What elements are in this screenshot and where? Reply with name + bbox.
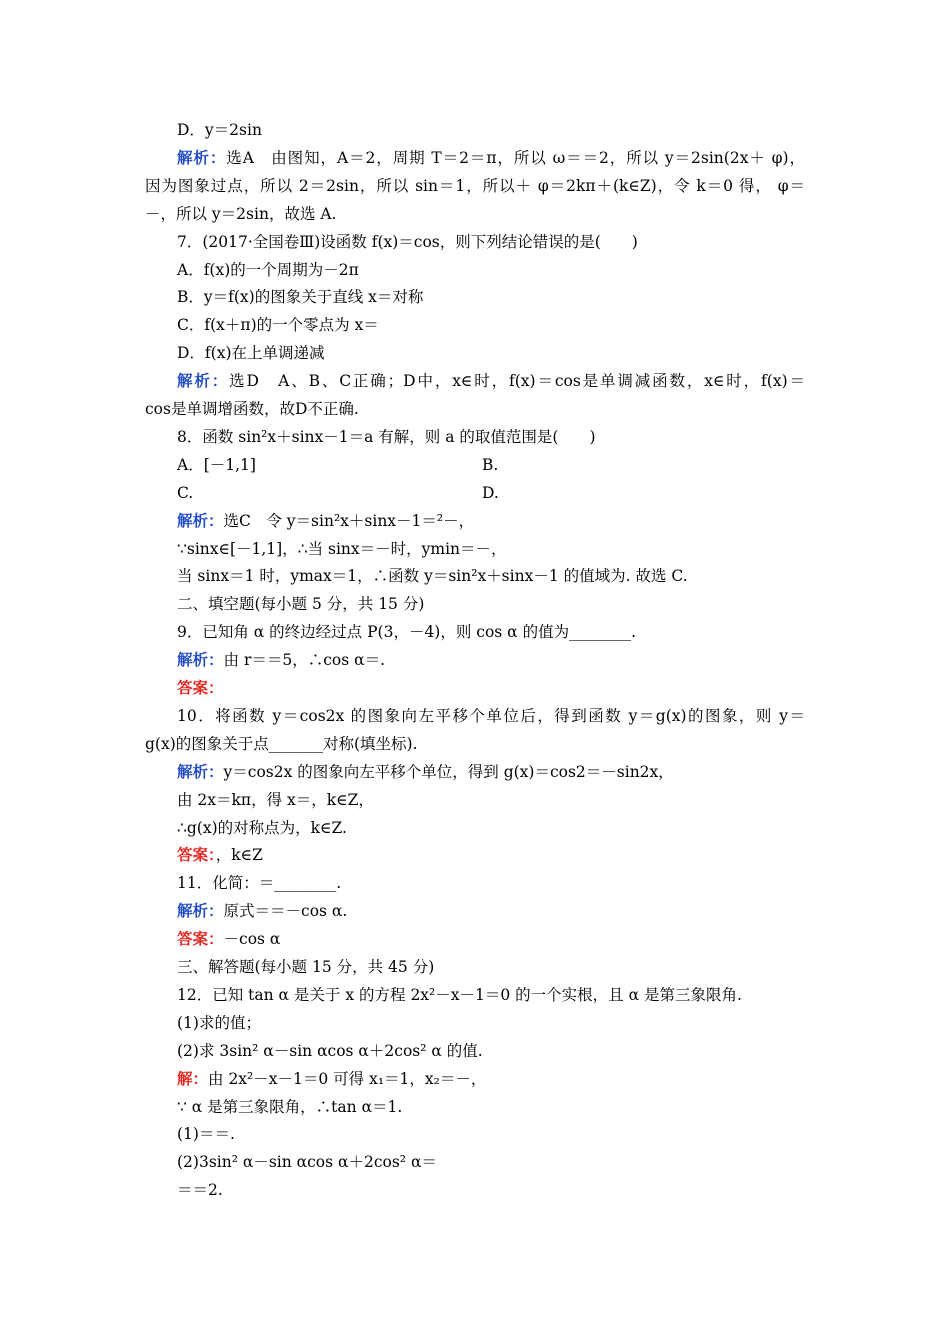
line-text: (2)3sin² α－sin αcos α＋2cos² α＝ [177,1153,437,1172]
answer-label: 答案： [177,678,224,697]
answer-label: 解析： [177,761,224,781]
line-text: 9．已知角 α 的终边经过点 P(3，－4)，则 cos α 的值为________. [177,623,636,642]
line-text: 当 sinx＝1 时，ymax＝1，∴函数 y＝sin²x＋sinx－1 的值域为. 故选 C. [177,567,688,586]
text-line [177,678,224,698]
text-line [177,706,805,726]
answer-label: 解： [177,1068,209,1088]
text-line [145,176,805,196]
line-text: 12．已知 tan α 是关于 x 的方程 2x²－x－1＝0 的一个实根，且 α 是第三象限角. [177,985,742,1004]
text-line [177,762,674,782]
option-right: D. [482,483,499,502]
text-line [145,204,337,224]
text-line [145,399,359,419]
line-text: －，所以 y＝2sin，故选 A. [145,204,337,223]
line-text: B．y＝f(x)的图象关于直线 x＝对称 [177,288,424,307]
line-text: y＝cos2x 的图象向左平移个单位，得到 g(x)＝cos2＝－sin2x， [223,762,674,781]
text-line [177,957,434,977]
text-line [177,427,596,447]
answer-label: 解析： [177,510,224,530]
line-text: 10．将函数 y＝cos2x 的图象向左平移个单位后，得到函数 y＝g(x)的图象，则 y＝ [177,706,805,725]
line-text: 三、解答题(每小题 15 分，共 45 分) [177,958,435,976]
text-line [177,790,374,810]
text-line [177,511,474,531]
answer-label: 解析： [177,371,230,391]
text-line [177,371,805,391]
text-line [177,539,507,559]
line-text: (1)求的值； [177,1013,261,1032]
text-line [177,287,423,307]
answer-label: 解析： [177,901,224,921]
text-line [177,566,688,586]
text-line [177,985,742,1005]
text-line [177,232,638,252]
text-line [177,1041,483,1061]
line-text: 11．化简：＝________. [177,874,342,893]
line-text: 由 2x＝kπ，得 x＝，k∈Z， [177,790,374,809]
line-text: (2)求 3sin² α－sin αcos α＋2cos² α 的值. [177,1041,483,1060]
text-line [177,1180,223,1200]
line-text: 由 r＝＝5，∴cos α＝. [223,651,386,670]
text-line [177,845,263,865]
line-text: A．[－1,1] [177,455,256,474]
option-right: B. [482,455,499,474]
line-text: g(x)的图象关于点_______对称(填坐标). [145,734,418,753]
line-text: (1)＝＝. [177,1125,235,1144]
line-text: 二、填空题(每小题 5 分，共 15 分) [177,595,425,614]
text-line [177,120,262,140]
answer-label: 答案： [177,845,216,865]
text-line [177,1013,261,1033]
text-line [177,650,385,670]
line-text: D．f(x)在上单调递减 [177,344,325,363]
line-text: D．y＝2sin [177,121,262,139]
line-text: ∵sinx∈[－1,1]，∴当 sinx＝－时，ymin＝－， [177,539,507,558]
line-text: 选C 令 y＝sin²x＋sinx－1＝²－， [223,511,475,530]
line-text: ，k∈Z [215,846,263,865]
line-text: ＝＝2. [177,1181,223,1200]
text-line [177,622,636,642]
line-text: 选A 由图知，A＝2，周期 T＝2＝π，所以 ω＝＝2，所以 y＝2sin(2x＋ φ)， [226,148,805,167]
text-line [177,1097,402,1117]
text-line [177,315,379,335]
line-text: 8．函数 sin²x＋sinx－1＝a 有解，则 a 的取值范围是( ) [177,427,596,446]
text-line [177,901,347,921]
line-text: 因为图象过点，所以 2＝2sin，所以 sin＝1，所以＋ φ＝2kπ＋(k∈Z)，令 k＝0 得， φ＝ [145,176,805,195]
text-line [177,343,325,363]
answer-label: 解析： [177,650,224,670]
text-line [177,148,805,168]
answer-label: 答案： [177,929,224,949]
text-line [177,260,359,280]
text-line [177,455,256,475]
line-text: 选D A、B、C正确；D中，x∈时，f(x)＝cos是单调减函数，x∈时，f(x)＝ [229,372,805,391]
line-text: ∵ α 是第三象限角，∴tan α＝1. [177,1097,403,1116]
text-line [177,483,193,503]
text-line [177,1069,486,1089]
line-text: cos是单调增函数，故D不正确. [145,400,359,418]
text-line [177,873,341,893]
line-text: 原式＝＝－cos α. [223,902,348,921]
text-line [177,818,347,838]
answer-label: 解析： [177,147,227,167]
line-text: A．f(x)的一个周期为－2π [177,260,359,279]
line-text: ∴g(x)的对称点为，k∈Z. [177,818,347,837]
line-text: 7．(2017·全国卷Ⅲ)设函数 f(x)＝cos，则下列结论错误的是( ) [177,232,638,251]
text-line [145,734,418,754]
line-text: －cos α [223,930,281,949]
text-line [177,929,280,949]
line-text: C．f(x＋π)的一个零点为 x＝ [177,316,379,335]
line-text: C. [177,483,194,502]
text-line [177,1152,437,1172]
text-line [177,594,424,614]
text-line [177,1124,235,1144]
line-text: 由 2x²－x－1＝0 可得 x₁＝1，x₂＝－， [208,1069,487,1088]
